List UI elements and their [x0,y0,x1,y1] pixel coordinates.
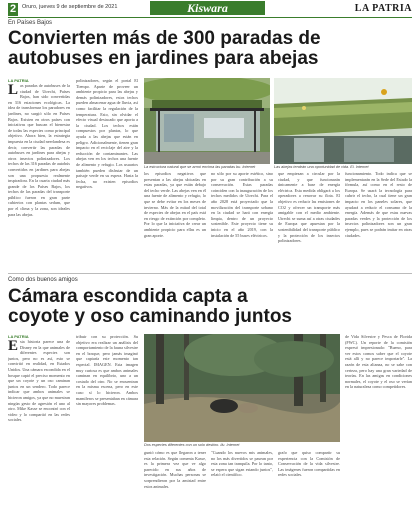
article2-headline-line1: Cámara escondida capta a [8,286,248,307]
article1-agency: LA PATRIA [8,78,29,83]
article2-col2: tribuir con su protección. Su objetivo era realizar un análisis del comportamiento de la fauna silvestre en el bosque, pero jamás imaginó que captaría este momento tan especial. IMAGEN. Esta imagen muy curiosa es que ambos animales caminan en equilibrio, uno a un costado del otro. No se encuentran en la misma escena, pero en este caso sí lo hicieron. Ambos mamíferos se presentaban en cámara sin mayores problemas. [76,334,138,407]
article1-dropcap: L [8,82,19,98]
page-number: 2 [9,3,17,15]
article-divider [8,273,412,274]
article1-caption-left: La estructura natural que se armó encima las paradas bu. Internet [144,164,270,169]
article1-col1 [8,78,70,268]
article1-caption-right: Las abejas tendrán una oportunidad de vida. El. Internet [274,164,412,169]
article1-headline-line1: Convierten más de 300 paradas de [8,28,321,49]
article2-col3: guntó cómo es que llegaron a tener esta relación. Según comenta Kasse, es la primera vez que ve algo parecido en sus años de investigación. Muchas personas se sorprendieron por la amistad entre estos animales. [144,450,206,489]
article1-headline [8,29,412,69]
article2-headline [8,287,412,327]
header-rule [8,17,412,18]
article1-photo-left [144,78,270,164]
article1-kicker: En Países Bajos [8,20,53,26]
article2-photo [144,334,340,442]
section-name: Kiswara [150,1,265,15]
article2-dropcap: E [8,338,19,354]
article2-col4: "Cuando los nuevos mis animales, no los más divertidos se pasean por esta zona tan tranquila. Por lo tanto, se espera que sigan estando juntos", relató el científico. [211,450,273,478]
article2-col5: grafo que quiso compartir su experiencia con la Comisión de Conservación de la vida silvestre. Las imágenes fueron compartidas en redes sociales. [278,450,340,478]
article2-caption: Dos especies diferentes con un solo destino. Ilu. Internet [144,442,340,447]
article2-col6: de Vida Silvestre y Pesca de Florida (FWC). Un reporte de la comisión expresó impresionado: "Bueno, para ver estos comos saber que el coyote está allí y no parece importarle". La razón de esta alianza, no se sabe con certeza, pero hay una gran variedad de teorías. En las amigas en condiciones normales, el coyote y el oso se verían en la naturaleza como competidores. [345,334,412,390]
article2-col1-text: sta historia parece una de Disney en la que animales de diferentes especies son juntos, pero no es así, esto se convirtió en realidad, en Estados Unidos. Una cámara escondida en el bosque captó el preciso momento en que un coyote y un oso caminan juntos en un sendero. Todo parece indicar que ambos animales se hicieron amigos, ya que no muestran ningún gesto de agresión el uno al otro. Mike Kasse se encontró con el video y lo compartió en las redes sociales. [8,339,70,423]
issue-date: Oruro, jueves 9 de septiembre de 2021 [22,4,118,10]
article2-headline-line2: coyote y oso caminando juntos [8,306,292,327]
article1-headline-line2: autobuses en jardines para abejas [8,48,319,69]
article1-col5: que empiezan a circular por la ciudad, y que funcionarán únicamente a base de energía eléctrica. Esta medida obligará a los operadores a renovar su flota. El objetivo es reducir las emisiones de CO2 y ofrecer un transporte más amigable con el medio ambiente. Utrecht se suma así a otras ciudades de Europa que apuestan por la sostenibilidad del transporte público y la protección de los insectos polinizadores. [278,171,340,244]
newspaper-logo: LA PATRIA [354,3,412,14]
article1-col1-text: as paradas de autobuses de la ciudad de Utrecht, Países Bajos, han sido convertidas en 316 estaciones ecológicas. La idea de transformar los paradores en jardines, no surgió sólo en Países Bajos. Existen en otros países con iniciativas que buscan el bienestar de todas las especies como principal objetivo. Ahora bien, la estrategia impuesta en la ciudad neerlandesa es decir, convertir las paradas de autobuses en jardines para abejas y otros insectos polinizadores. Los techos de las 316 paradas de autobús convertidos en jardines para abejas son una propuesta realmente inspiradora. En la cuarta ciudad más grande de los Países Bajos, los techos de las paradas del transporte público fueron en gran parte cubiertos con plantas sedum, que por el clima y la zona, son ideales para las abejas. [8,83,70,217]
article2-col1 [8,334,70,514]
article1-col2: polinizadores, según el portal El Tiempo. Aparte de proveer un ambiente propicio para las abejas y demás polinizadores, estos techos pueden almacenar agua de lluvia, así como facilitar la regulación de la temperatura. Esto, sin olvidar el efecto visual destacado que aporta a la ciudad. Los techos están compuestos por plantas, lo que ayuda a las abejas que están en peligro. Adicionalmente, tienen gran impacto en el reciclaje del aire y la reducción de contaminantes. Las abejas ven en los techos una fuente de alimento y refugio. Los usuarios también pueden disfrutar de un paisaje verde en su espera. Hasta la fecha, no existen episodios negativos. [76,78,138,190]
article1-col6: funcionamiento. Todo indica que se implementarán en la Sede del Estado la fórmula, así como en el resto de Europa. Se usará la tecnología para cubrir el techo, la cual tiene un gran impacto en los paneles solares, que ayudará a reducir el consumo de la energía. Además de que estas nuevas paradas verdes y la protección de los insectos polinizadores son un gran ejemplo, pues se podrán imitar en otras ciudades. [345,171,412,238]
article2-agency: LA PATRIA [8,334,29,339]
article1-photo-right [274,78,412,164]
article1-col4: no sólo por su aporte estético, sino por su gran contribución a su conservación. Estas paradas coinciden con la inauguración de los techos medidos de Utrecht. Para el año 2028 está proyectado que la movilización del transporte urbano en la ciudad se hará con energía limpia, dentro de un proyecto sostenible. Este proyecto tiene su inicio en el año 2019, con la instalación de 55 buses eléctricos. [211,171,273,238]
bus-stop-garden-image [144,78,270,164]
forest-camera-image [144,334,340,442]
bee-roof-image [274,78,412,164]
article1-col3: los episodios negativos que presentan a las abejas ubicadas en estas paradas, ya que están debajo del techo verde. Las abejas ven en él una fuente de alimento y refugio, lo que se debe evitar en los meses de invierno. Más de la mitad del total de especies de abejas en el país está en riesgo de extinción por completo. Por lo que la iniciativa de crear un ambiente propicio para ellas es un gran aporte. [144,171,206,238]
article2-kicker: Como dos buenos amigos [8,277,78,283]
